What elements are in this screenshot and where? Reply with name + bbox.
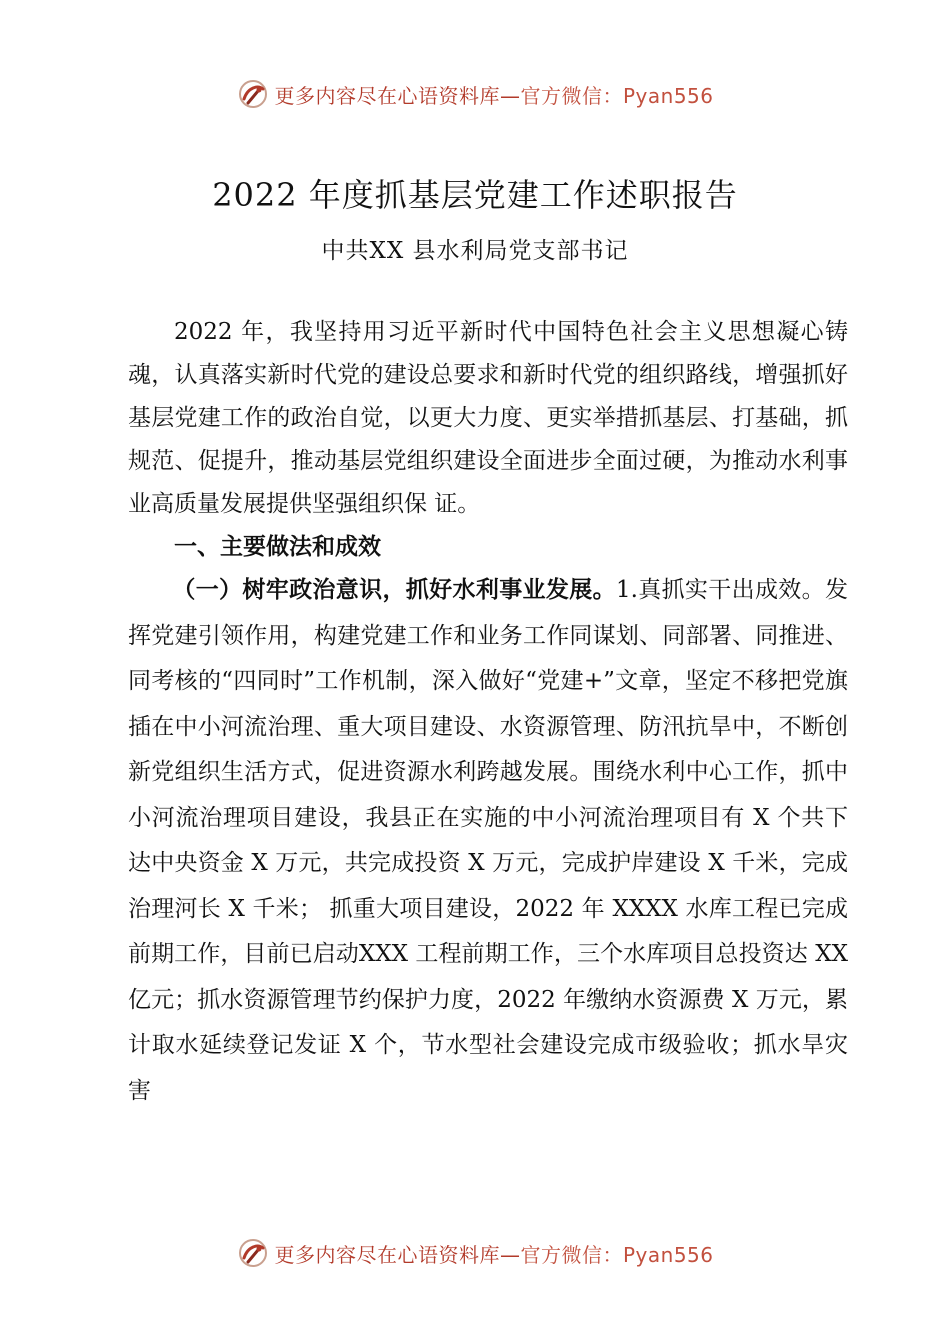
section-heading: 一、主要做法和成效: [174, 534, 381, 560]
subsection-paragraph: [128, 568, 848, 1114]
banner-text: 更多内容尽在心语资料库—官方微信：Pyan556: [274, 1242, 714, 1267]
brand-logo-icon: [236, 1236, 270, 1270]
header-watermark-banner: [0, 72, 950, 116]
document-author: 中共XX 县水利局党支部书记: [321, 238, 629, 264]
intro-paragraph: 2022 年，我坚持用习近平新时代中国特色社会主义思想凝心铸魂，认真落实新时代党的建设总要求和新时代党的组织路线，增强抓好基层党建工作的政治自觉，以更大力度、更实举措抓基层、打基础，抓规范、促提升，推动基层党组织建设全面进步全面过硬，为推动水利事业高质量发展提供坚强组织保 证。: [128, 319, 848, 517]
subsection-heading: （一）树牢政治意识，抓好水利事业发展。: [172, 577, 616, 603]
subsection-body: 1.真抓实干出成效。发挥党建引领作用，构建党建工作和业务工作同谋划、同部署、同推进、同考核的“四同时”工作机制，深入做好“党建+”文章，坚定不移把党旗插在中小河流治理、重大项目建设、水资源管理、防汛抗旱中，不断创新党组织生活方式，促进资源水利跨越发展。围绕水利中心工作，抓中小河流治理项目建设，我县正在实施的中小河流治理项目有 X 个共下达中央资金 X 万元，共完成投资 X 万元，完成护岸建设 X 千米，完成治理河长 X 千米； 抓重大项目建设，2022 年 XXXX 水库工程已完成前期工作，目前已启动XXX 工程前期工作，三个水库项目总投资达 XX 亿元；抓水资源管理节约保护力度，2022 年缴纳水资源费 X 万元，累计取水延续登记发证 X 个，节水型社会建设完成市级验收；抓水旱灾害: [128, 577, 848, 1104]
document-title: 2022 年度抓基层党建工作述职报告: [212, 176, 738, 214]
footer-watermark-banner: [0, 1231, 950, 1275]
brand-logo-icon: [236, 77, 270, 111]
banner-text: 更多内容尽在心语资料库—官方微信：Pyan556: [274, 83, 714, 108]
